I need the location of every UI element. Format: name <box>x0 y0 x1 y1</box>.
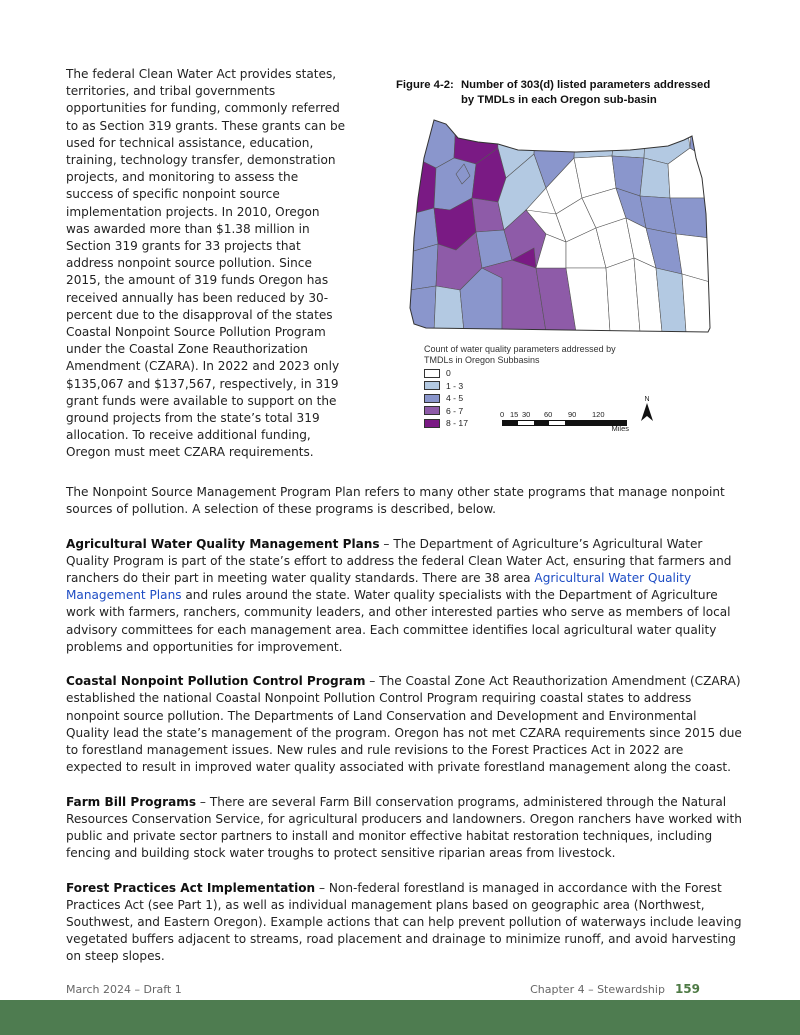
farm-heading: Farm Bill Programs <box>66 794 197 809</box>
scale-tick: 0 <box>500 410 505 419</box>
legend-title: Count of water quality parameters addressed by TMDLs in Oregon Subbasins <box>424 344 616 365</box>
farm-text: – There are several Farm Bill conservation programs, administered through the Natural Resources Conservation Service, for agricultural producers and landowners. Oregon ranchers have worked with public and private sector partners to install and monitor effective habitat restoration techniques, including fencing and building stock water troughs to protect sensitive riparian areas from livestock. <box>66 794 742 861</box>
body-text <box>66 484 742 983</box>
legend-label: 6 - 7 <box>446 405 464 416</box>
figure-caption <box>396 78 736 108</box>
north-arrow <box>640 396 654 423</box>
legend-item <box>424 380 724 393</box>
figure-label: Figure 4-2: <box>396 79 454 91</box>
programs-intro: The Nonpoint Source Management Program Plan refers to many other state programs that manage nonpoint sources of pollution. A selection of these programs is described, below. <box>66 485 725 517</box>
scale-unit: Miles <box>611 424 629 433</box>
scale-tick: 120 <box>592 410 605 419</box>
north-label: N <box>644 396 650 403</box>
legend-swatch <box>424 419 440 428</box>
legend-item <box>424 367 724 380</box>
scale-bar-graphic <box>502 420 627 426</box>
legend-label: 1 - 3 <box>446 380 464 391</box>
agri-section <box>66 536 742 656</box>
forest-text: – Non-federal forestland is managed in accordance with the Forest Practices Act (see Part 1), as well as individual management plans based on geographic area (Northwest, Southwest, and Eastern Oregon). Example actions that can help prevent pollution of waterways include leaving vegetated buffers adjacent to streams, road placement and drainage to minimize runoff, and avoid harvesting on steep slopes. <box>66 880 742 964</box>
scale-bar <box>500 410 629 433</box>
chapter-label: Chapter 4 – Stewardship <box>530 983 665 996</box>
legend-swatch <box>424 381 440 390</box>
agri-plans-link[interactable]: Agricultural Water Quality Management Plans <box>66 571 692 603</box>
page-number: 159 <box>674 982 700 996</box>
forest-section <box>66 880 742 966</box>
legend-swatch <box>424 406 440 415</box>
legend-label: 4 - 5 <box>446 393 464 404</box>
coastal-section <box>66 673 742 776</box>
legend-item <box>424 392 724 405</box>
scale-tick: 90 <box>568 410 577 419</box>
figure-title-line2: by TMDLs in each Oregon sub-basin <box>461 94 657 106</box>
agri-text: – The Department of Agriculture’s Agricultural Water Quality Program is part of the state’s effort to address the federal Clean Water Act, ensuring that farmers and ranchers do their part in meeting water quality standards. There are 38 area <box>66 536 732 585</box>
legend-swatch <box>424 369 440 378</box>
footer-chapter <box>530 982 700 996</box>
footer-band <box>0 1000 800 1035</box>
intro-paragraph: The federal Clean Water Act provides states, territories, and tribal governments opportunities for funding, commonly referred to as Section 319 grants. These grants can be used for technical assistance, education, training, technology transfer, demonstration projects, and monitoring to assess the success of specific nonpoint source implementation projects. In 2010, Oregon was awarded more than $1.38 million in Section 319 grants for 33 projects that address nonpoint source pollution. Since 2015, the amount of 319 funds Oregon has received annually has been reduced by 30-percent due to the disapproval of the states Coastal Nonpoint Source Pollution Program under the Coastal Zone Reauthorization Amendment (CZARA). In 2022 and 2023 only $135,067 and $137,567, respectively, in 319 grant funds were available to support on the ground projects from the state’s total 319 allocation. To receive additional funding, Oregon must meet CZARA requirements. <box>66 67 346 460</box>
legend-label: 0 <box>446 368 451 379</box>
scale-tick: 15 <box>510 410 519 419</box>
legend-swatch <box>424 394 440 403</box>
coastal-text: – The Coastal Zone Act Reauthorization Amendment (CZARA) established the national Coastal Nonpoint Pollution Control Program requiring coastal states to address nonpoint source pollution. The Departments of Land Conservation and Development and Environmental Quality lead the state’s management of the program. Oregon has not met CZARA requirements since 2015 due to forestland management issues. New rules and rule revisions to the Forest Practices Act in 2022 are expected to result in improved water quality associated with private forestland management along the coast. <box>66 674 742 775</box>
figure-4-2 <box>388 78 738 458</box>
scale-tick: 30 <box>522 410 531 419</box>
forest-heading: Forest Practices Act Implementation <box>66 880 316 895</box>
agri-heading: Agricultural Water Quality Management Plans <box>66 536 380 551</box>
farm-section <box>66 794 742 863</box>
oregon-subbasin-map <box>406 118 714 372</box>
north-arrow-icon <box>640 403 654 421</box>
figure-title-line1: Number of 303(d) listed parameters addressed <box>461 79 711 91</box>
scale-tick: 60 <box>544 410 553 419</box>
legend-label: 8 - 17 <box>446 418 468 429</box>
agri-text-cont: and rules around the state. Water quality specialists with the Department of Agriculture work with farmers, ranchers, community leaders, and other interested parties who serve as members of local advisory committees for each management area. Each committee identifies local agricultural water quality problems and opportunities for improvement. <box>66 588 731 654</box>
coastal-heading: Coastal Nonpoint Pollution Control Program <box>66 674 366 689</box>
footer-date: March 2024 – Draft 1 <box>66 983 182 996</box>
